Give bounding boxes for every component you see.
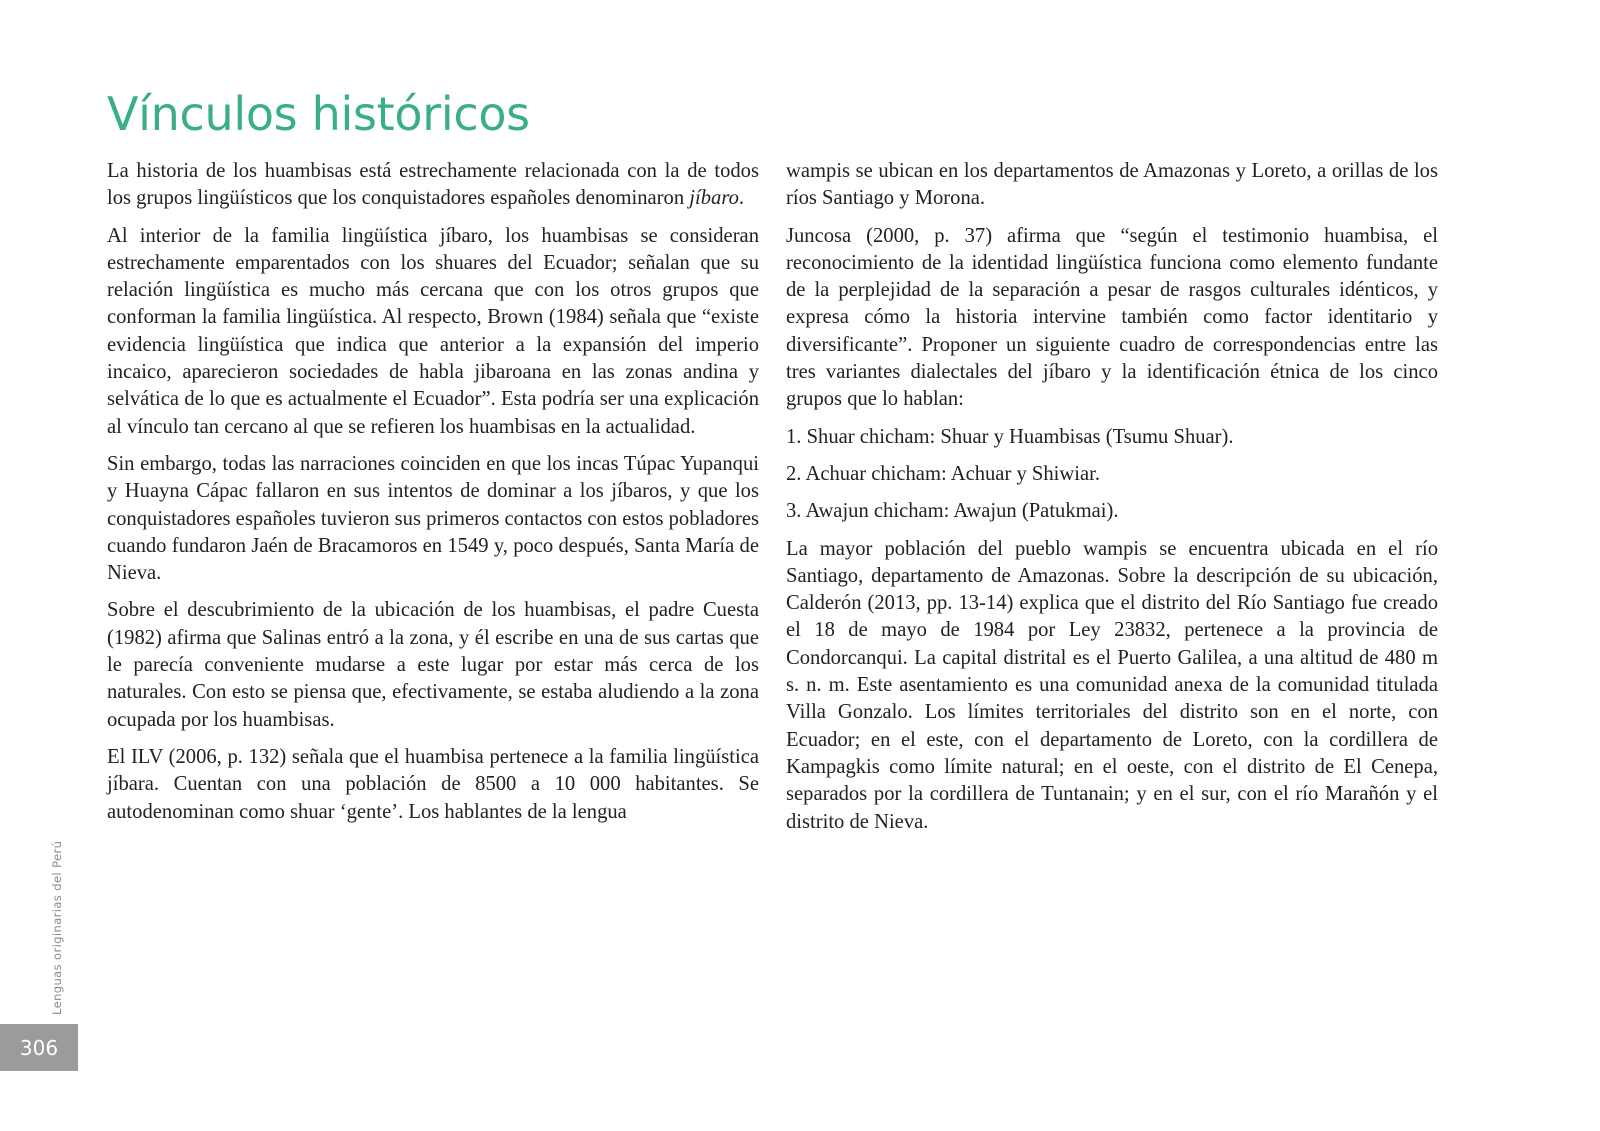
list-item: 1. Shuar chicham: Shuar y Huambisas (Tsumu Shuar). — [786, 425, 1234, 448]
left-column — [107, 158, 759, 836]
page-title: Vínculos históricos — [107, 87, 530, 141]
paragraph-juncosa: Juncosa (2000, p. 37) afirma que “según el testimonio huambisa, el reconocimiento de la identidad lingüística funciona como elemento fundante de la perplejidad de la separación a pesar de rasgos culturales idénticos, y expresa cómo la historia intervine también como factor identitario y diversificante”. Proponer un siguiente cuadro de correspondencias entre las tres variantes dialectales del jíbaro y la identificación étnica de los cinco grupos que lo hablan: — [786, 224, 1438, 411]
paragraph-intro-end: . — [738, 187, 745, 210]
paragraph-discovery: Sobre el descubrimiento de la ubicación de los huambisas, el padre Cuesta (1982) afirma que Salinas entró a la zona, y él escribe en una de sus cartas que le parecía conveniente mudarse a este lugar por estar más cerca de los naturales. Con esto se piensa que, efectivamente, se estaba aludiendo a la zona ocupada por los huambisas. — [107, 599, 759, 731]
paragraph-population: La mayor población del pueblo wampis se encuentra ubicada en el río Santiago, departamento de Amazonas. Sobre la descripción de su ubicación, Calderón (2013, pp. 13-14) explica que el distrito del Río Santiago fue creado el 18 de mayo de 1984 por Ley 23832, pertenece a la provincia de Condorcanqui. La capital distrital es el Puerto Galilea, a una altitud de 480 m s. n. m. Este asentamiento es una comunidad anexa de la comunidad titulada Villa Gonzalo. Los límites territoriales del distrito son en el norte, con Ecuador; en el este, con el departamento de Loreto, con la cordillera de Kampagkis como límite natural; en el oeste, con el distrito de El Cenepa, separados por la cordillera de Tuntanain; y en el sur, con el río Marañón y el distrito de Nieva. — [786, 537, 1438, 833]
paragraph-narrations: Sin embargo, todas las narraciones coinciden en que los incas Túpac Yupanqui y Huayna Cápac fallaron en sus intentos de dominar a los jíbaros, y que los conquistadores españoles tuvieron sus primeros contactos con estos pobladores cuando fundaron Jaén de Bracamoros en 1549 y, poco después, Santa María de Nieva. — [107, 452, 759, 585]
paragraph-location: wampis se ubican en los departamentos de Amazonas y Loreto, a orillas de los ríos Santiago y Morona. — [786, 160, 1438, 210]
paragraph-ilv: El ILV (2006, p. 132) señala que el huambisa pertenece a la familia lingüística jíbara. Cuentan con una población de 8500 a 10 000 habitantes. Se autodenominan como shuar ‘gente’. Los hablantes de la lengua — [107, 745, 759, 823]
jibaro-term: jíbaro — [689, 187, 739, 210]
paragraph-family: Al interior de la familia lingüística jíbaro, los huambisas se consideran estrechamente emparentados con los shuares del Ecuador; señalan que su relación lingüística es mucho más cercana que con los otros grupos que conforman la familia lingüística. Al respecto, Brown (1984) señala que “existe evidencia lingüística que indica que anterior a la expansión del imperio incaico, aparecieron sociedades de habla jibaroana en las zonas andina y selvática de lo que es actualmente el Ecuador”. Esta podría ser una explicación al vínculo tan cercano al que se refieren los huambisas en la actualidad. — [107, 224, 759, 438]
list-item: 3. Awajun chicham: Awajun (Patukmai). — [786, 500, 1119, 523]
paragraph-intro — [107, 158, 759, 213]
paragraph-intro-text: La historia de los huambisas está estrechamente relacionada con la de todos los grupos lingüísticos que los conquistadores españoles denominaron — [107, 160, 759, 210]
right-column — [786, 158, 1438, 846]
running-title: Lenguas originarias del Perú — [50, 840, 64, 1015]
page-number: 306 — [0, 1024, 78, 1071]
list-item: 2. Achuar chicham: Achuar y Shiwiar. — [786, 462, 1100, 485]
